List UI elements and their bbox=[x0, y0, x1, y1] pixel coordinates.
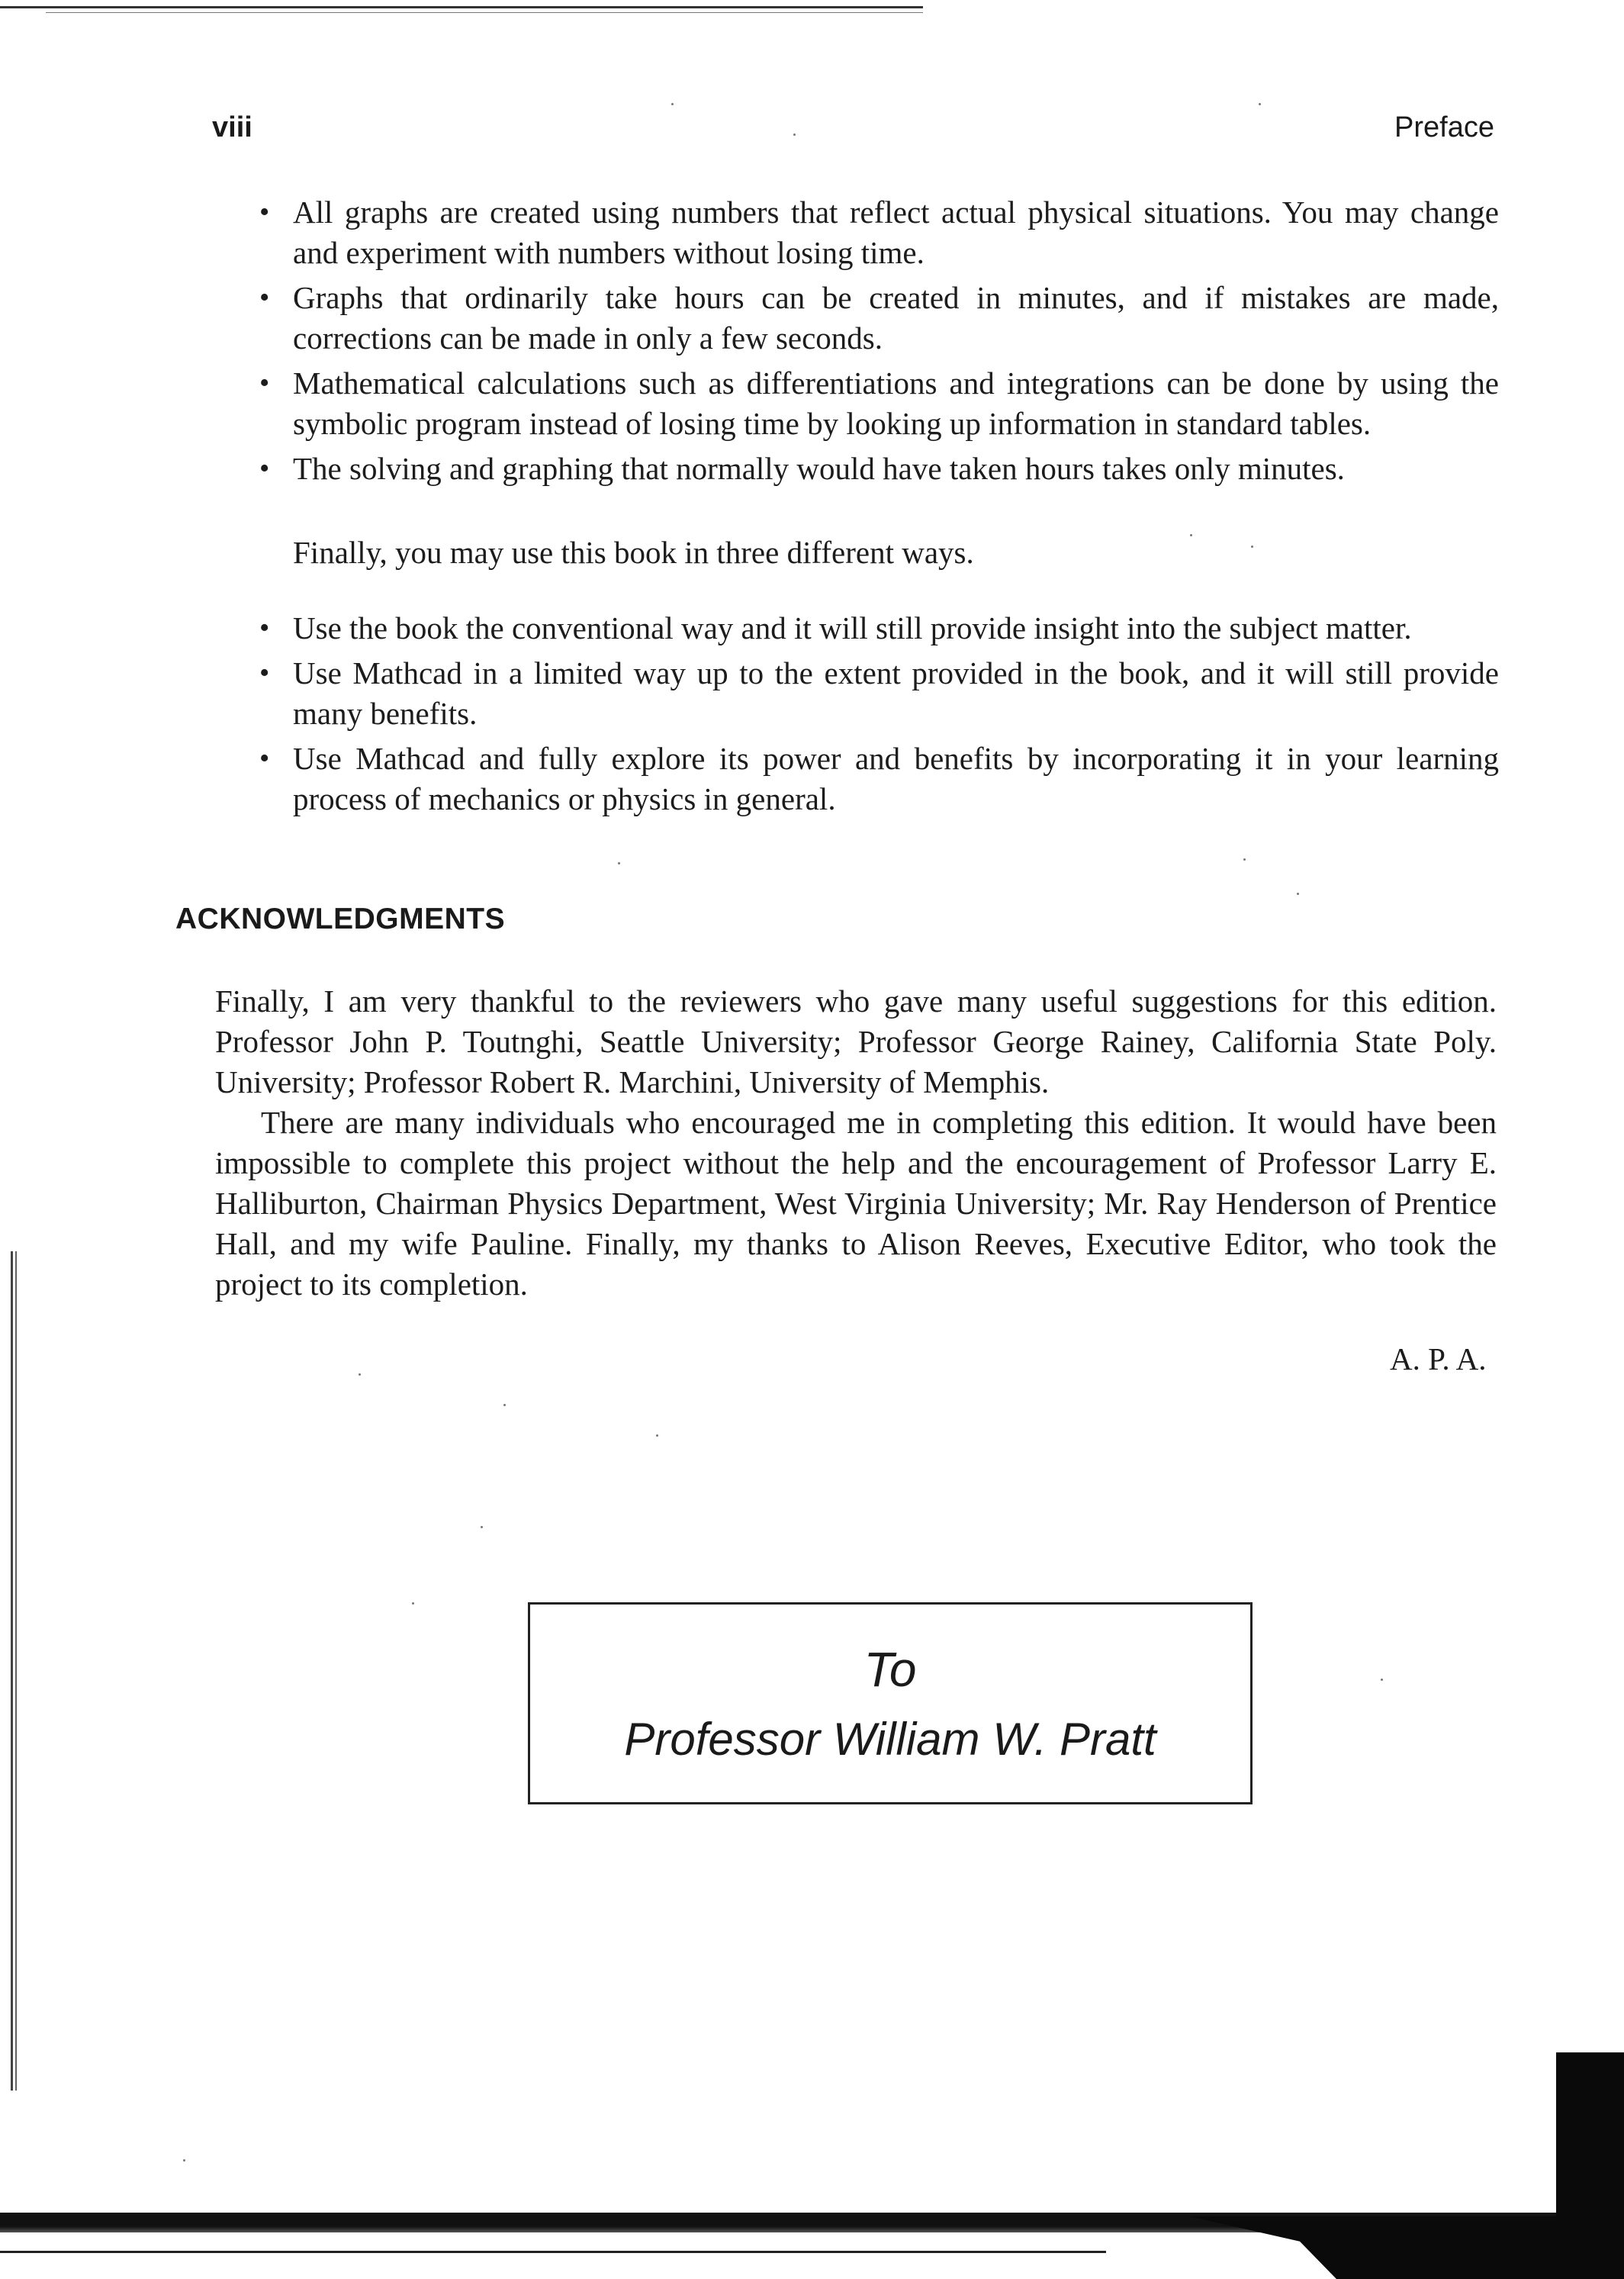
scan-speck bbox=[1381, 1679, 1383, 1681]
ways-list bbox=[259, 608, 1499, 824]
benefits-list bbox=[259, 192, 1499, 494]
list-item: • Use Mathcad in a limited way up to the extent provided in the book, and it will still provide many benefits. bbox=[259, 653, 1499, 734]
scan-speck bbox=[1190, 534, 1192, 536]
scan-artifact-top-line bbox=[0, 6, 923, 8]
scan-speck bbox=[183, 2159, 185, 2162]
list-item: • Use the book the conventional way and it will still provide insight into the subject matter. bbox=[259, 608, 1499, 649]
author-initials: A. P. A. bbox=[1390, 1341, 1487, 1376]
scan-speck bbox=[656, 1434, 658, 1437]
scan-speck bbox=[1259, 103, 1261, 105]
scan-speck bbox=[671, 103, 674, 105]
acknowledgments-heading: ACKNOWLEDGMENTS bbox=[175, 903, 506, 935]
list-item: • All graphs are created using numbers that reflect actual physical situations. You may change and experiment with numbers without losing time. bbox=[259, 192, 1499, 273]
acknowledgments-body bbox=[215, 981, 1497, 1305]
scan-artifact-top-line-faint bbox=[46, 12, 923, 13]
scan-speck bbox=[618, 862, 620, 864]
acknowledgments-paragraph: Finally, I am very thankful to the reviewers who gave many useful suggestions for this edition. Professor John P. Toutnghi, Seattle University; Professor George Rainey, California State Poly. University; Professor Robert R. Marchini, University of Memphis. bbox=[215, 983, 1497, 1099]
scan-speck bbox=[503, 1404, 506, 1406]
scan-speck bbox=[359, 1373, 361, 1376]
dedication-to: To bbox=[863, 1642, 917, 1697]
scan-speck bbox=[481, 1526, 483, 1528]
scan-speck bbox=[793, 134, 796, 136]
list-item: • Mathematical calculations such as differentiations and integrations can be done by using the symbolic program instead of losing time by looking up information in standard tables. bbox=[259, 363, 1499, 444]
scan-artifact-bottom-line bbox=[0, 2251, 1106, 2253]
ways-intro-paragraph: Finally, you may use this book in three different ways. bbox=[293, 535, 974, 570]
scan-artifact-binding-edge bbox=[11, 1251, 21, 2091]
dedication-name: Professor William W. Pratt bbox=[624, 1714, 1156, 1765]
acknowledgments-paragraph: There are many individuals who encouraged me in completing this edition. It would have been impossible to complete this project without the help and the encouragement of Professor Larry E. Halliburton, Chairman Physics Department, West Virginia University; Mr. Ray Henderson of Prentice Hall, and my wife Pauline. Finally, my thanks to Alison Reeves, Executive Editor, who took the project to its completion. bbox=[215, 1105, 1497, 1302]
page-number: viii bbox=[212, 111, 252, 143]
scan-speck bbox=[412, 1602, 414, 1605]
running-head-section: Preface bbox=[1394, 111, 1494, 143]
list-item: • The solving and graphing that normally would have taken hours takes only minutes. bbox=[259, 449, 1499, 489]
scan-artifact-corner-shadow bbox=[1556, 2052, 1624, 2279]
scan-speck bbox=[1251, 546, 1253, 548]
scan-speck bbox=[1243, 858, 1246, 861]
scan-artifact-corner-wedge bbox=[1190, 2216, 1556, 2279]
scan-speck bbox=[1297, 893, 1299, 895]
list-item: • Use Mathcad and fully explore its power and benefits by incorporating it in your learning process of mechanics or physics in general. bbox=[259, 739, 1499, 819]
dedication-box bbox=[528, 1602, 1253, 1804]
list-item: • Graphs that ordinarily take hours can be created in minutes, and if mistakes are made, corrections can be made in only a few seconds. bbox=[259, 278, 1499, 359]
